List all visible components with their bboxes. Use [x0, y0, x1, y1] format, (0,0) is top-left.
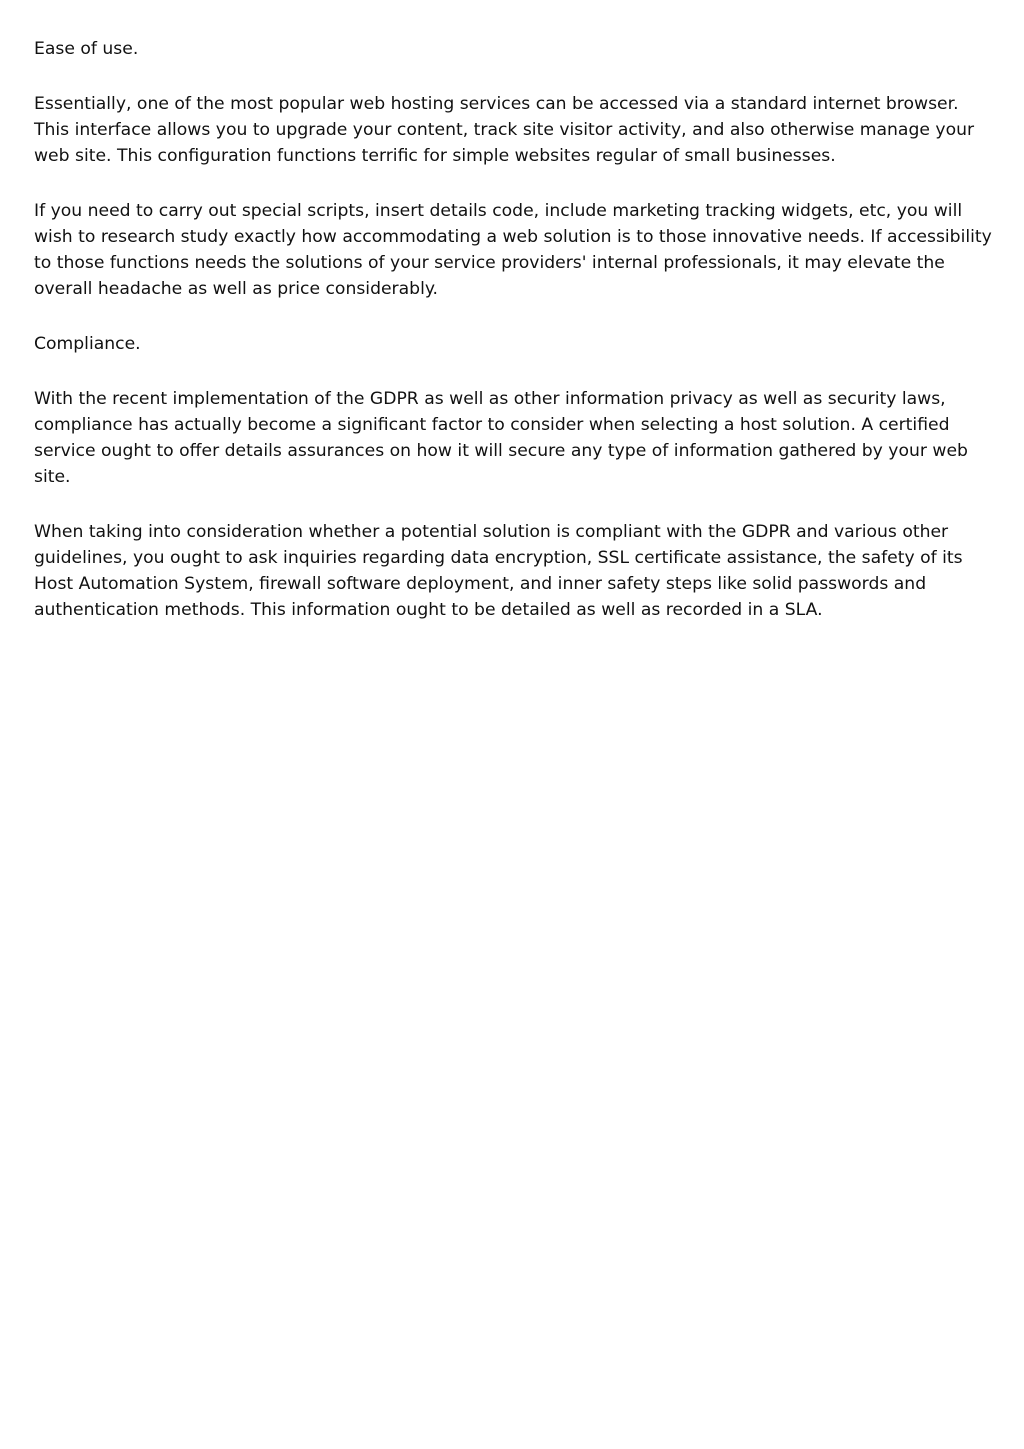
paragraph-compliance-questions: When taking into consideration whether a potential solution is compliant with the GDPR and various other guidelines, you ought to ask inquiries regarding data encryption, SSL certificate assistance, the safety of its Host Automation System, firewall software deployment, and inner safety steps like solid passwords and authentication methods. This information ought to be detailed as well as recorded in a SLA. — [34, 522, 963, 620]
paragraph-web-interface: Essentially, one of the most popular web hosting services can be accessed via a standard internet browser. This interface allows you to upgrade your content, track site visitor activity, and also otherwise manage your web site. This configuration functions terrific for simple websites regular of small businesses. — [34, 94, 975, 166]
heading-ease-of-use: Ease of use. — [34, 39, 139, 59]
heading-compliance: Compliance. — [34, 334, 141, 354]
paragraph-gdpr: With the recent implementation of the GDPR as well as other information privacy as well as security laws, compliance has actually become a significant factor to consider when selecting a host solution. A certified service ought to offer details assurances on how it will secure any type of information gathered by your web site. — [34, 389, 968, 487]
paragraph-special-scripts: If you need to carry out special scripts, insert details code, include marketing tracking widgets, etc, you will wish to research study exactly how accommodating a web solution is to those innovative needs. If accessibility to those functions needs the solutions of your service providers' internal professionals, it may elevate the overall headache as well as price considerably. — [34, 201, 992, 299]
document-body — [34, 36, 994, 652]
